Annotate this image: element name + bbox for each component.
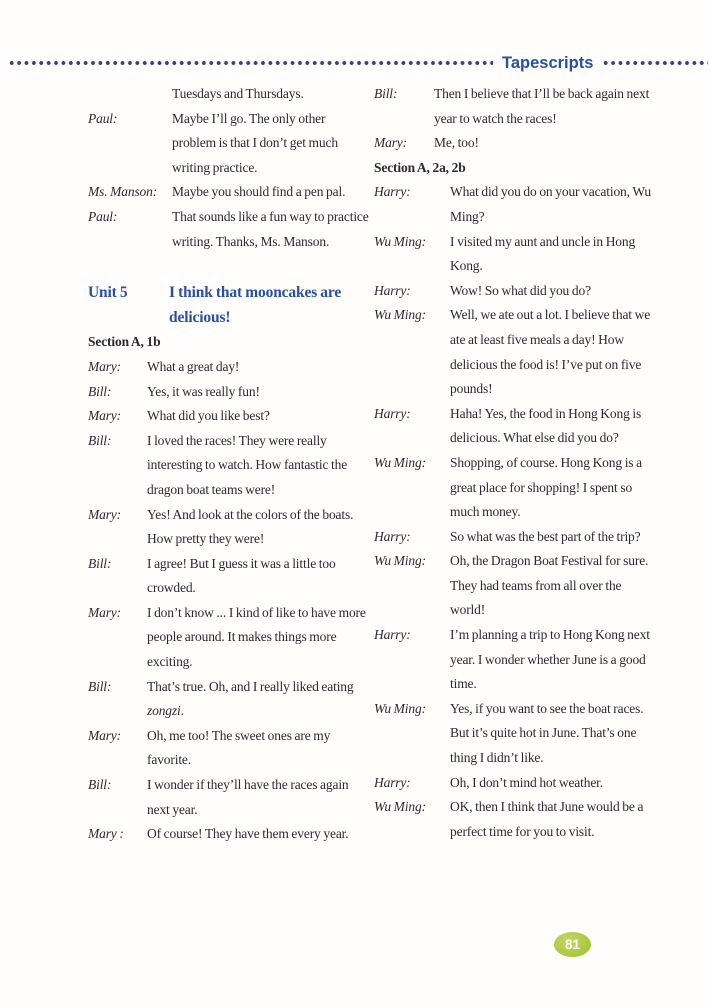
left-column xyxy=(88,82,372,847)
speaker-label: Wu Ming: xyxy=(374,700,426,716)
dialogue-entry xyxy=(88,773,372,822)
page-number: 81 xyxy=(564,937,581,952)
section-heading-a2a2b: Section A, 2a, 2b xyxy=(374,159,466,175)
dialogue-entry xyxy=(374,180,655,229)
dialogue-entry xyxy=(88,107,372,181)
page-header xyxy=(8,53,708,73)
dialogue-text: Wow! So what did you do? xyxy=(450,282,591,298)
dialogue-text: Yes, it was really fun! xyxy=(147,383,260,399)
dialogue-entry xyxy=(88,380,372,405)
speaker-label: Mary: xyxy=(88,506,121,522)
dialogue-entry xyxy=(88,180,372,205)
speaker-label: Mary: xyxy=(374,135,407,151)
dialogue-entry xyxy=(374,771,655,796)
dialogue-text: Yes, if you want to see the boat races. But it’s quite hot in June. That’s one thing I didn’t like. xyxy=(450,700,644,766)
dialogue-text: Oh, me too! The sweet ones are my favorite. xyxy=(147,727,331,768)
dialogue-entry xyxy=(374,279,655,304)
dialogue-entry xyxy=(88,355,372,380)
dialogue-entry xyxy=(88,205,372,254)
dialogue-entry xyxy=(374,82,655,131)
dialogue-text-part: That’s true. Oh, and I really liked eating xyxy=(147,678,354,694)
speaker-label: Mary: xyxy=(88,604,121,620)
dialogue-entry xyxy=(374,623,655,697)
dialogue-text: Tuesdays and Thursdays. xyxy=(172,86,304,101)
dialogue-text: Maybe you should find a pen pal. xyxy=(172,184,346,200)
page-header-title: Tapescripts xyxy=(502,53,594,72)
speaker-label: Paul: xyxy=(88,208,118,224)
dialogue-text: Oh, I don’t mind hot weather. xyxy=(450,774,604,790)
speaker-label: Mary: xyxy=(88,408,121,424)
dialogue-block-a1b-continued xyxy=(374,82,655,156)
dialogue-text: What a great day! xyxy=(147,358,240,374)
dialogue-text: What did you like best? xyxy=(147,408,270,424)
dotted-rule-right xyxy=(602,60,708,66)
dialogue-text: Well, we ate out a lot. I believe that we ate at least five meals a day! How delicious the food is! I’ve put on five pounds! xyxy=(450,307,651,397)
dialogue-entry xyxy=(374,402,655,451)
page-number-badge xyxy=(554,932,591,957)
dialogue-entry xyxy=(88,675,372,724)
dialogue-text: I agree! But I guess it was a little too crowded. xyxy=(147,555,336,596)
dialogue-block-section-a1b xyxy=(88,355,372,847)
dialogue-entry xyxy=(374,525,655,550)
speaker-label: Wu Ming: xyxy=(374,233,426,249)
speaker-label: Harry: xyxy=(374,184,411,200)
dialogue-entry xyxy=(88,822,372,847)
speaker-label: Bill: xyxy=(88,555,112,571)
dialogue-text xyxy=(147,675,372,724)
dialogue-block-continued xyxy=(88,82,372,254)
dialogue-text: Maybe I’ll go. The only other problem is that I don’t get much writing practice. xyxy=(172,110,338,175)
right-column xyxy=(374,82,655,847)
dialogue-text-part: . xyxy=(180,703,184,719)
dialogue-entry xyxy=(374,131,655,156)
section-heading-a1b: Section A, 1b xyxy=(88,334,161,350)
dialogue-entry xyxy=(88,404,372,429)
speaker-label: Harry: xyxy=(374,405,411,421)
speaker-label: Bill: xyxy=(88,432,112,448)
speaker-label: Wu Ming: xyxy=(374,454,426,470)
dialogue-text: So what was the best part of the trip? xyxy=(450,528,641,544)
dialogue-text: That sounds like a fun way to practice writing. Thanks, Ms. Manson. xyxy=(172,208,369,249)
speaker-label: Harry: xyxy=(374,627,411,643)
speaker-label: Mary: xyxy=(88,358,121,374)
unit-5-heading xyxy=(88,281,372,330)
dialogue-text: Then I believe that I’ll be back again next year to watch the races! xyxy=(434,86,650,126)
speaker-label: Harry: xyxy=(374,774,411,790)
dialogue-text: I wonder if they’ll have the races again next year. xyxy=(147,777,349,817)
dialogue-text: I’m planning a trip to Hong Kong next year. I wonder whether June is a good time. xyxy=(450,627,650,692)
dialogue-text: What did you do on your vacation, Wu Ming? xyxy=(450,184,652,224)
speaker-label: Wu Ming: xyxy=(374,799,426,815)
dialogue-entry xyxy=(374,549,655,623)
dialogue-entry xyxy=(374,451,655,525)
unit-title: I think that mooncakes are delicious! xyxy=(169,284,342,326)
speaker-label: Paul: xyxy=(88,110,118,126)
dialogue-entry xyxy=(374,795,655,844)
dialogue-entry xyxy=(88,724,372,773)
dialogue-text: Me, too! xyxy=(434,135,479,151)
dialogue-text: I don’t know ... I kind of like to have more people around. It makes things more exciting. xyxy=(147,604,366,670)
italic-term-zongzi: zongzi xyxy=(147,703,181,719)
dialogue-text: Oh, the Dragon Boat Festival for sure. They had teams from all over the world! xyxy=(450,553,649,618)
speaker-label: Bill: xyxy=(374,86,398,101)
dialogue-text: Shopping, of course. Hong Kong is a great place for shopping! I spent so much money. xyxy=(450,454,642,520)
dialogue-text: Of course! They have them every year. xyxy=(147,826,349,842)
speaker-label: Wu Ming: xyxy=(374,307,426,323)
dialogue-entry xyxy=(374,303,655,401)
dialogue-entry xyxy=(88,429,372,503)
dialogue-entry xyxy=(88,552,372,601)
speaker-label: Harry: xyxy=(374,528,411,544)
dialogue-block-section-a2a2b xyxy=(374,180,655,844)
dialogue-text: I loved the races! They were really interesting to watch. How fantastic the dragon boat teams were! xyxy=(147,432,348,497)
dialogue-text: I visited my aunt and uncle in Hong Kong. xyxy=(450,233,636,274)
dialogue-text: Haha! Yes, the food in Hong Kong is delicious. What else did you do? xyxy=(450,405,642,446)
speaker-label: Bill: xyxy=(88,777,112,793)
dotted-rule-left xyxy=(8,60,493,66)
speaker-label: Ms. Manson: xyxy=(88,184,158,200)
speaker-label: Wu Ming: xyxy=(374,553,426,569)
dialogue-entry xyxy=(374,697,655,771)
dialogue-entry xyxy=(88,503,372,552)
speaker-label: Mary: xyxy=(88,727,121,743)
unit-number: Unit 5 xyxy=(88,284,128,302)
dialogue-entry xyxy=(88,601,372,675)
dialogue-text: OK, then I think that June would be a perfect time for you to visit. xyxy=(450,799,644,839)
dialogue-text: Yes! And look at the colors of the boats. How pretty they were! xyxy=(147,506,354,547)
speaker-label: Harry: xyxy=(374,282,411,298)
dialogue-entry xyxy=(88,82,372,107)
speaker-label: Bill: xyxy=(88,678,112,694)
speaker-label: Mary : xyxy=(88,826,124,842)
speaker-label: Bill: xyxy=(88,383,112,399)
dialogue-entry xyxy=(374,230,655,279)
dialogue-columns xyxy=(88,82,673,847)
